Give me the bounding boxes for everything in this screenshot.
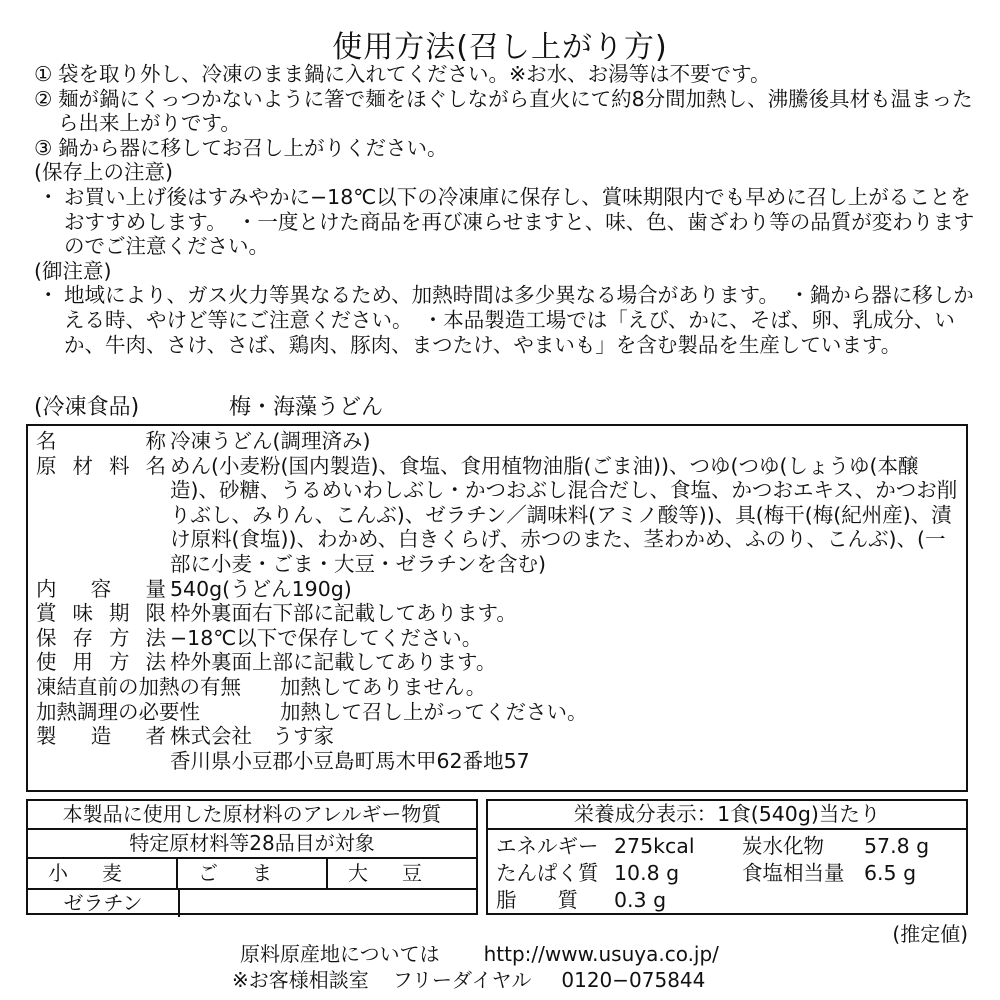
nutrient-label: 脂 質 <box>496 888 578 912</box>
product-category: (冷凍食品) <box>34 395 140 420</box>
nutrient-label: エネルギー <box>496 834 599 858</box>
nutrition-title: 栄養成分表示：1食(540g)当たり <box>488 801 966 830</box>
info-value: 冷凍うどん(調理済み) <box>170 429 371 453</box>
product-name: 梅・海藻うどん <box>229 395 384 420</box>
info-row-address <box>36 749 958 774</box>
estimate-note: (推定値) <box>892 922 968 946</box>
step-number: ① <box>34 62 53 86</box>
allergen-item: 小麦 <box>48 861 156 885</box>
allergen-item: ごま <box>176 859 326 888</box>
info-value: 株式会社 うす家 <box>170 724 334 749</box>
info-row-ingredients <box>36 454 958 577</box>
allergen-item: 大豆 <box>326 859 476 888</box>
nutrition-row <box>496 833 958 860</box>
usage-instructions <box>34 62 979 357</box>
info-label: 原材料名 <box>36 453 166 478</box>
info-label: 製造者 <box>36 724 166 749</box>
bullet-mark: ・ <box>38 184 59 209</box>
info-row-maker <box>36 724 958 749</box>
info-value: 加熱して召し上がってください。 <box>280 699 588 724</box>
info-label: 保存方法 <box>36 625 166 650</box>
caution-note <box>34 283 979 357</box>
info-row-heated <box>36 675 958 700</box>
allergen-item: ゼラチン <box>28 890 180 917</box>
info-row-cooking <box>36 700 958 725</box>
allergen-table <box>26 799 478 915</box>
origin-footer <box>240 938 719 967</box>
bullet-mark: ・ <box>38 283 59 308</box>
step-text: 袋を取り外し、冷凍のまま鍋に入れてください。※お水、お湯等は不要です。 <box>58 62 771 86</box>
caution-heading: (御注意) <box>34 258 112 283</box>
allergen-title: 本製品に使用した原材料のアレルギー物質 <box>28 801 476 830</box>
allergen-items-row-2 <box>28 890 476 917</box>
maker-address: 香川県小豆郡小豆島町馬木甲62番地57 <box>170 748 530 773</box>
usage-step-1 <box>34 62 979 87</box>
storage-heading: (保存上の注意) <box>34 160 173 185</box>
info-value: 枠外裏面右下部に記載してあります。 <box>170 601 517 626</box>
info-row-usage <box>36 650 958 675</box>
info-row-name <box>36 429 958 454</box>
consult-label: ※お客様相談室 <box>232 968 369 992</box>
product-line <box>34 390 383 421</box>
step-text: 麺が鍋にくっつかないように箸で麺をほぐしながら直火にて約8分間加熱し、沸騰後具材も温まったら出来上がりです。 <box>58 86 973 136</box>
nutrition-grid <box>488 830 966 917</box>
nutrient-label: 食塩相当量 <box>742 861 845 885</box>
nutrient-label: 炭水化物 <box>742 834 824 858</box>
contact-footer <box>232 964 705 993</box>
nutrition-row <box>496 860 958 887</box>
info-value: 540g(うどん190g) <box>170 576 352 601</box>
nutrient-value: 6.5 g <box>864 861 917 885</box>
caution-text: 地域により、ガス火力等異なるため、加熱時間は多少異なる場合があります。 ・鍋から器に移しかえる時、やけど等にご注意ください。 ・本品製造工場では「えび、かに、そば、卵、乳成分、いか、牛肉、さけ、さば、鶏肉、豚肉、まつたけ、やまいも」を含む製品を生産しています。 <box>64 283 974 357</box>
freedial-label: フリーダイヤル <box>392 968 532 992</box>
info-label: 使用方法 <box>36 650 166 675</box>
nutrient-value: 0.3 g <box>614 888 667 912</box>
info-row-content <box>36 577 958 602</box>
storage-note <box>34 185 979 259</box>
info-label: 賞味期限 <box>36 601 166 626</box>
website-link[interactable]: http://www.usuya.co.jp/ <box>483 942 719 966</box>
step-text: 鍋から器に移してお召し上がりください。 <box>58 135 448 160</box>
step-number: ③ <box>34 135 53 160</box>
nutrient-value: 57.8 g <box>864 834 930 858</box>
info-label: 名称 <box>36 429 166 453</box>
page-title: 使用方法(召し上がり方) <box>332 30 668 65</box>
info-value: 枠外裏面上部に記載してあります。 <box>170 650 497 675</box>
nutrition-table <box>486 799 968 915</box>
info-value: −18℃以下で保存してください。 <box>170 625 483 650</box>
info-label: 凍結直前の加熱の有無 <box>36 674 241 699</box>
info-value: めん(小麦粉(国内製造)、食塩、食用植物油脂(ごま油))、つゆ(つゆ(しょうゆ(本醸造)、砂糖、うるめいわしぶし・かつおぶし混合だし、食塩、かつおエキス、かつお削りぶし、みりん、こんぶ)、ゼラチン／調味料(アミノ酸等))、具(梅干(梅(紀州産)、漬け原料(食塩))、わかめ、白きくらげ、赤つのまた、茎わかめ、ふのり、こんぶ)、(一部に小麦・ごま・大豆・ゼラチンを含む) <box>170 453 958 576</box>
allergen-items-row <box>28 859 476 890</box>
usage-step-3 <box>34 136 979 161</box>
phone-number: 0120−075844 <box>561 968 706 992</box>
info-value: 加熱してありません。 <box>280 674 487 699</box>
step-number: ② <box>34 86 53 111</box>
info-row-storage <box>36 626 958 651</box>
storage-text: お買い上げ後はすみやかに−18℃以下の冷凍庫に保存し、賞味期限内でも早めに召し上がることをおすすめします。 ・一度とけた商品を再び凍らせますと、味、色、歯ざわり等の品質が変わりますのでご注意ください。 <box>64 184 975 259</box>
info-label: 加熱調理の必要性 <box>36 699 200 724</box>
allergen-subtitle: 特定原材料等28品目が対象 <box>28 830 476 859</box>
info-label: 内容量 <box>36 576 166 601</box>
product-info-box <box>26 424 968 792</box>
usage-step-2 <box>34 87 979 136</box>
info-row-bestbefore <box>36 601 958 626</box>
nutrition-row <box>496 887 958 914</box>
nutrient-value: 10.8 g <box>614 861 680 885</box>
origin-label: 原料原産地については <box>240 942 440 966</box>
nutrient-label: たんぱく質 <box>496 861 599 885</box>
nutrient-value: 275kcal <box>614 834 695 858</box>
